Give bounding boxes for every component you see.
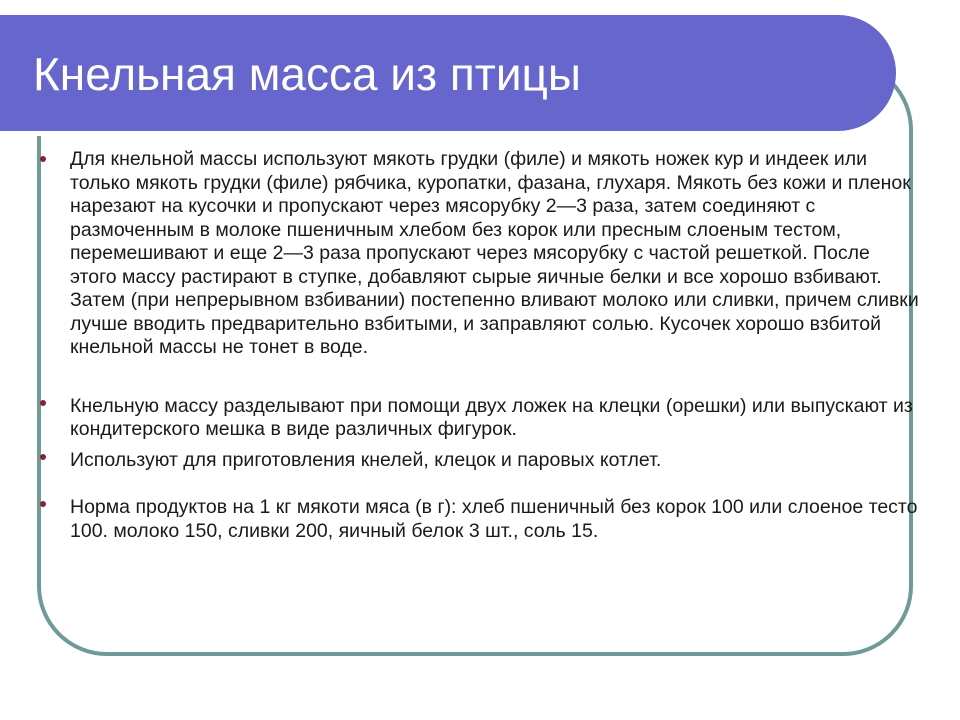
bullet-text: Кнельную массу разделывают при помощи двух ложек на клецки (орешки) или выпускают из кондитерского мешка в виде различных фигурок. <box>70 394 913 440</box>
slide-content <box>40 148 920 543</box>
bullet-text: Используют для приготовления кнелей, клецок и паровых котлет. <box>70 448 662 471</box>
bullet-text: Для кнельной массы используют мякоть грудки (филе) и мякоть ножек кур и индеек или только мякоть грудки (филе) рябчика, куропатки, фазана, глухаря. Мякоть без кожи и пленок нарезают на кусочки и пропускают через мясорубку 2—3 раза, затем соединяют с размоченным в молоке пшеничным хлебом без корок или пресным слоеным тестом, перемешивают и еще 2—3 раза пропускают через мясорубку с частой решеткой. После этого массу растирают в ступке, добавляют сырые яичные белки и все хорошо взбивают. Затем (при непрерывном взбивании) постепенно вливают молоко или сливки, причем сливки лучше вводить предварительно взбитыми, и заправляют солью. Кусочек хорошо взбитой кнельной массы не тонет в воде. <box>70 148 919 358</box>
bullet-text: Норма продуктов на 1 кг мякоти мяса (в г): хлеб пшеничный без корок 100 или слоеное тесто 100. молоко 150, сливки 200, яичный белок 3 шт., соль 15. <box>70 496 918 542</box>
bullet-item-2 <box>40 395 920 442</box>
bullet-icon <box>40 501 48 509</box>
bullet-item-1 <box>40 148 920 360</box>
bullet-item-4 <box>40 496 920 543</box>
title-underline <box>0 131 848 136</box>
bullet-icon <box>40 156 48 164</box>
slide-title: Кнельная масса из птицы <box>33 48 581 100</box>
bullet-icon <box>40 400 48 408</box>
bullet-item-3 <box>40 449 920 473</box>
bullet-icon <box>40 454 48 462</box>
